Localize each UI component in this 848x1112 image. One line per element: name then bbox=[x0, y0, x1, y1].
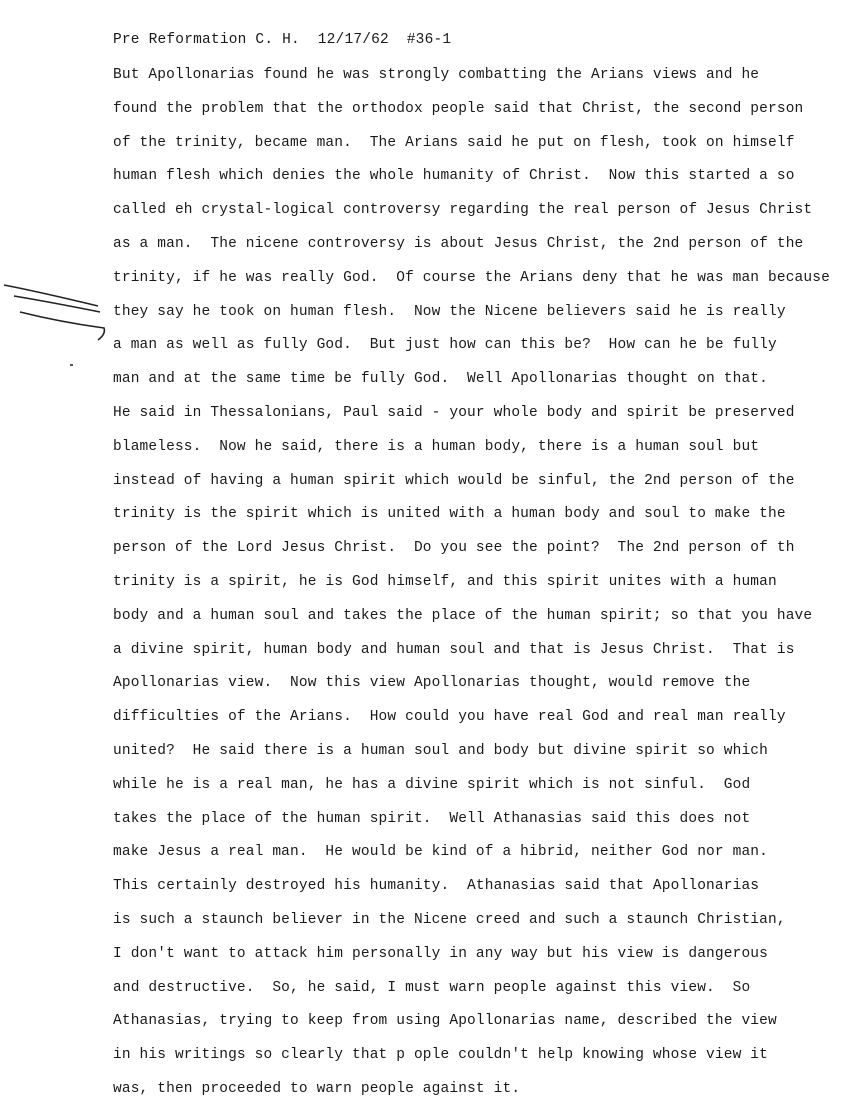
text-line: was, then proceeded to warn people against it. bbox=[113, 1080, 521, 1097]
page-header bbox=[113, 32, 451, 48]
text-line: body and a human soul and takes the place of the human spirit; so that you have bbox=[113, 607, 813, 624]
text-line: they say he took on human flesh. Now the Nicene believers said he is really bbox=[113, 303, 786, 320]
text-line: called eh crystal-logical controversy regarding the real person of Jesus Christ bbox=[113, 202, 813, 219]
text-line: I don't want to attack him personally in any way but his view is dangerous bbox=[113, 945, 769, 962]
text-line: found the problem that the orthodox people said that Christ, the second person bbox=[113, 100, 804, 117]
text-line: This certainly destroyed his humanity. Athanasias said that Apollonarias bbox=[113, 878, 760, 895]
text-line: trinity is the spirit which is united with a human body and soul to make the bbox=[113, 506, 786, 523]
text-line: human flesh which denies the whole humanity of Christ. Now this started a so bbox=[113, 168, 795, 185]
text-line: is such a staunch believer in the Nicene creed and such a staunch Christian, bbox=[113, 911, 786, 928]
text-line: make Jesus a real man. He would be kind of a hibrid, neither God nor man. bbox=[113, 844, 769, 861]
text-line: blameless. Now he said, there is a human body, there is a human soul but bbox=[113, 438, 760, 455]
text-line: trinity is a spirit, he is God himself, and this spirit unites with a human bbox=[113, 573, 777, 590]
header-number: #36-1 bbox=[406, 32, 452, 48]
text-line: Athanasias, trying to keep from using Apollonarias name, described the view bbox=[113, 1013, 777, 1030]
text-line: in his writings so clearly that p ople couldn't help knowing whose view it bbox=[113, 1047, 769, 1064]
text-line: a man as well as fully God. But just how can this be? How can he be fully bbox=[113, 337, 777, 354]
text-line: difficulties of the Arians. How could you have real God and real man really bbox=[113, 709, 786, 726]
margin-speck bbox=[70, 364, 73, 366]
text-line: a divine spirit, human body and human soul and that is Jesus Christ. That is bbox=[113, 641, 795, 658]
text-line: of the trinity, became man. The Arians said he put on flesh, took on himself bbox=[113, 134, 795, 151]
text-line: and destructive. So, he said, I must warn people against this view. So bbox=[113, 979, 751, 996]
text-line: united? He said there is a human soul and body but divine spirit so which bbox=[113, 742, 769, 759]
text-line: Apollonarias view. Now this view Apollonarias thought, would remove the bbox=[113, 675, 751, 692]
text-line: trinity, if he was really God. Of course the Arians deny that he was man because bbox=[113, 269, 830, 286]
text-line: But Apollonarias found he was strongly combatting the Arians views and he bbox=[113, 67, 760, 83]
text-line: person of the Lord Jesus Christ. Do you see the point? The 2nd person of th bbox=[113, 540, 795, 557]
text-line: as a man. The nicene controversy is about Jesus Christ, the 2nd person of the bbox=[113, 235, 804, 252]
text-line: man and at the same time be fully God. Well Apollonarias thought on that. bbox=[113, 371, 769, 388]
header-title: Pre Reformation C. H. bbox=[113, 32, 300, 48]
text-line: He said in Thessalonians, Paul said - your whole body and spirit be preserved bbox=[113, 404, 795, 421]
text-line: while he is a real man, he has a divine spirit which is not sinful. God bbox=[113, 776, 751, 793]
text-line: takes the place of the human spirit. Well Athanasias said this does not bbox=[113, 810, 751, 827]
text-line: instead of having a human spirit which would be sinful, the 2nd person of the bbox=[113, 472, 795, 489]
header-date: 12/17/62 bbox=[317, 32, 389, 48]
margin-pen-marks bbox=[0, 270, 120, 360]
transcript-body bbox=[113, 64, 833, 1112]
